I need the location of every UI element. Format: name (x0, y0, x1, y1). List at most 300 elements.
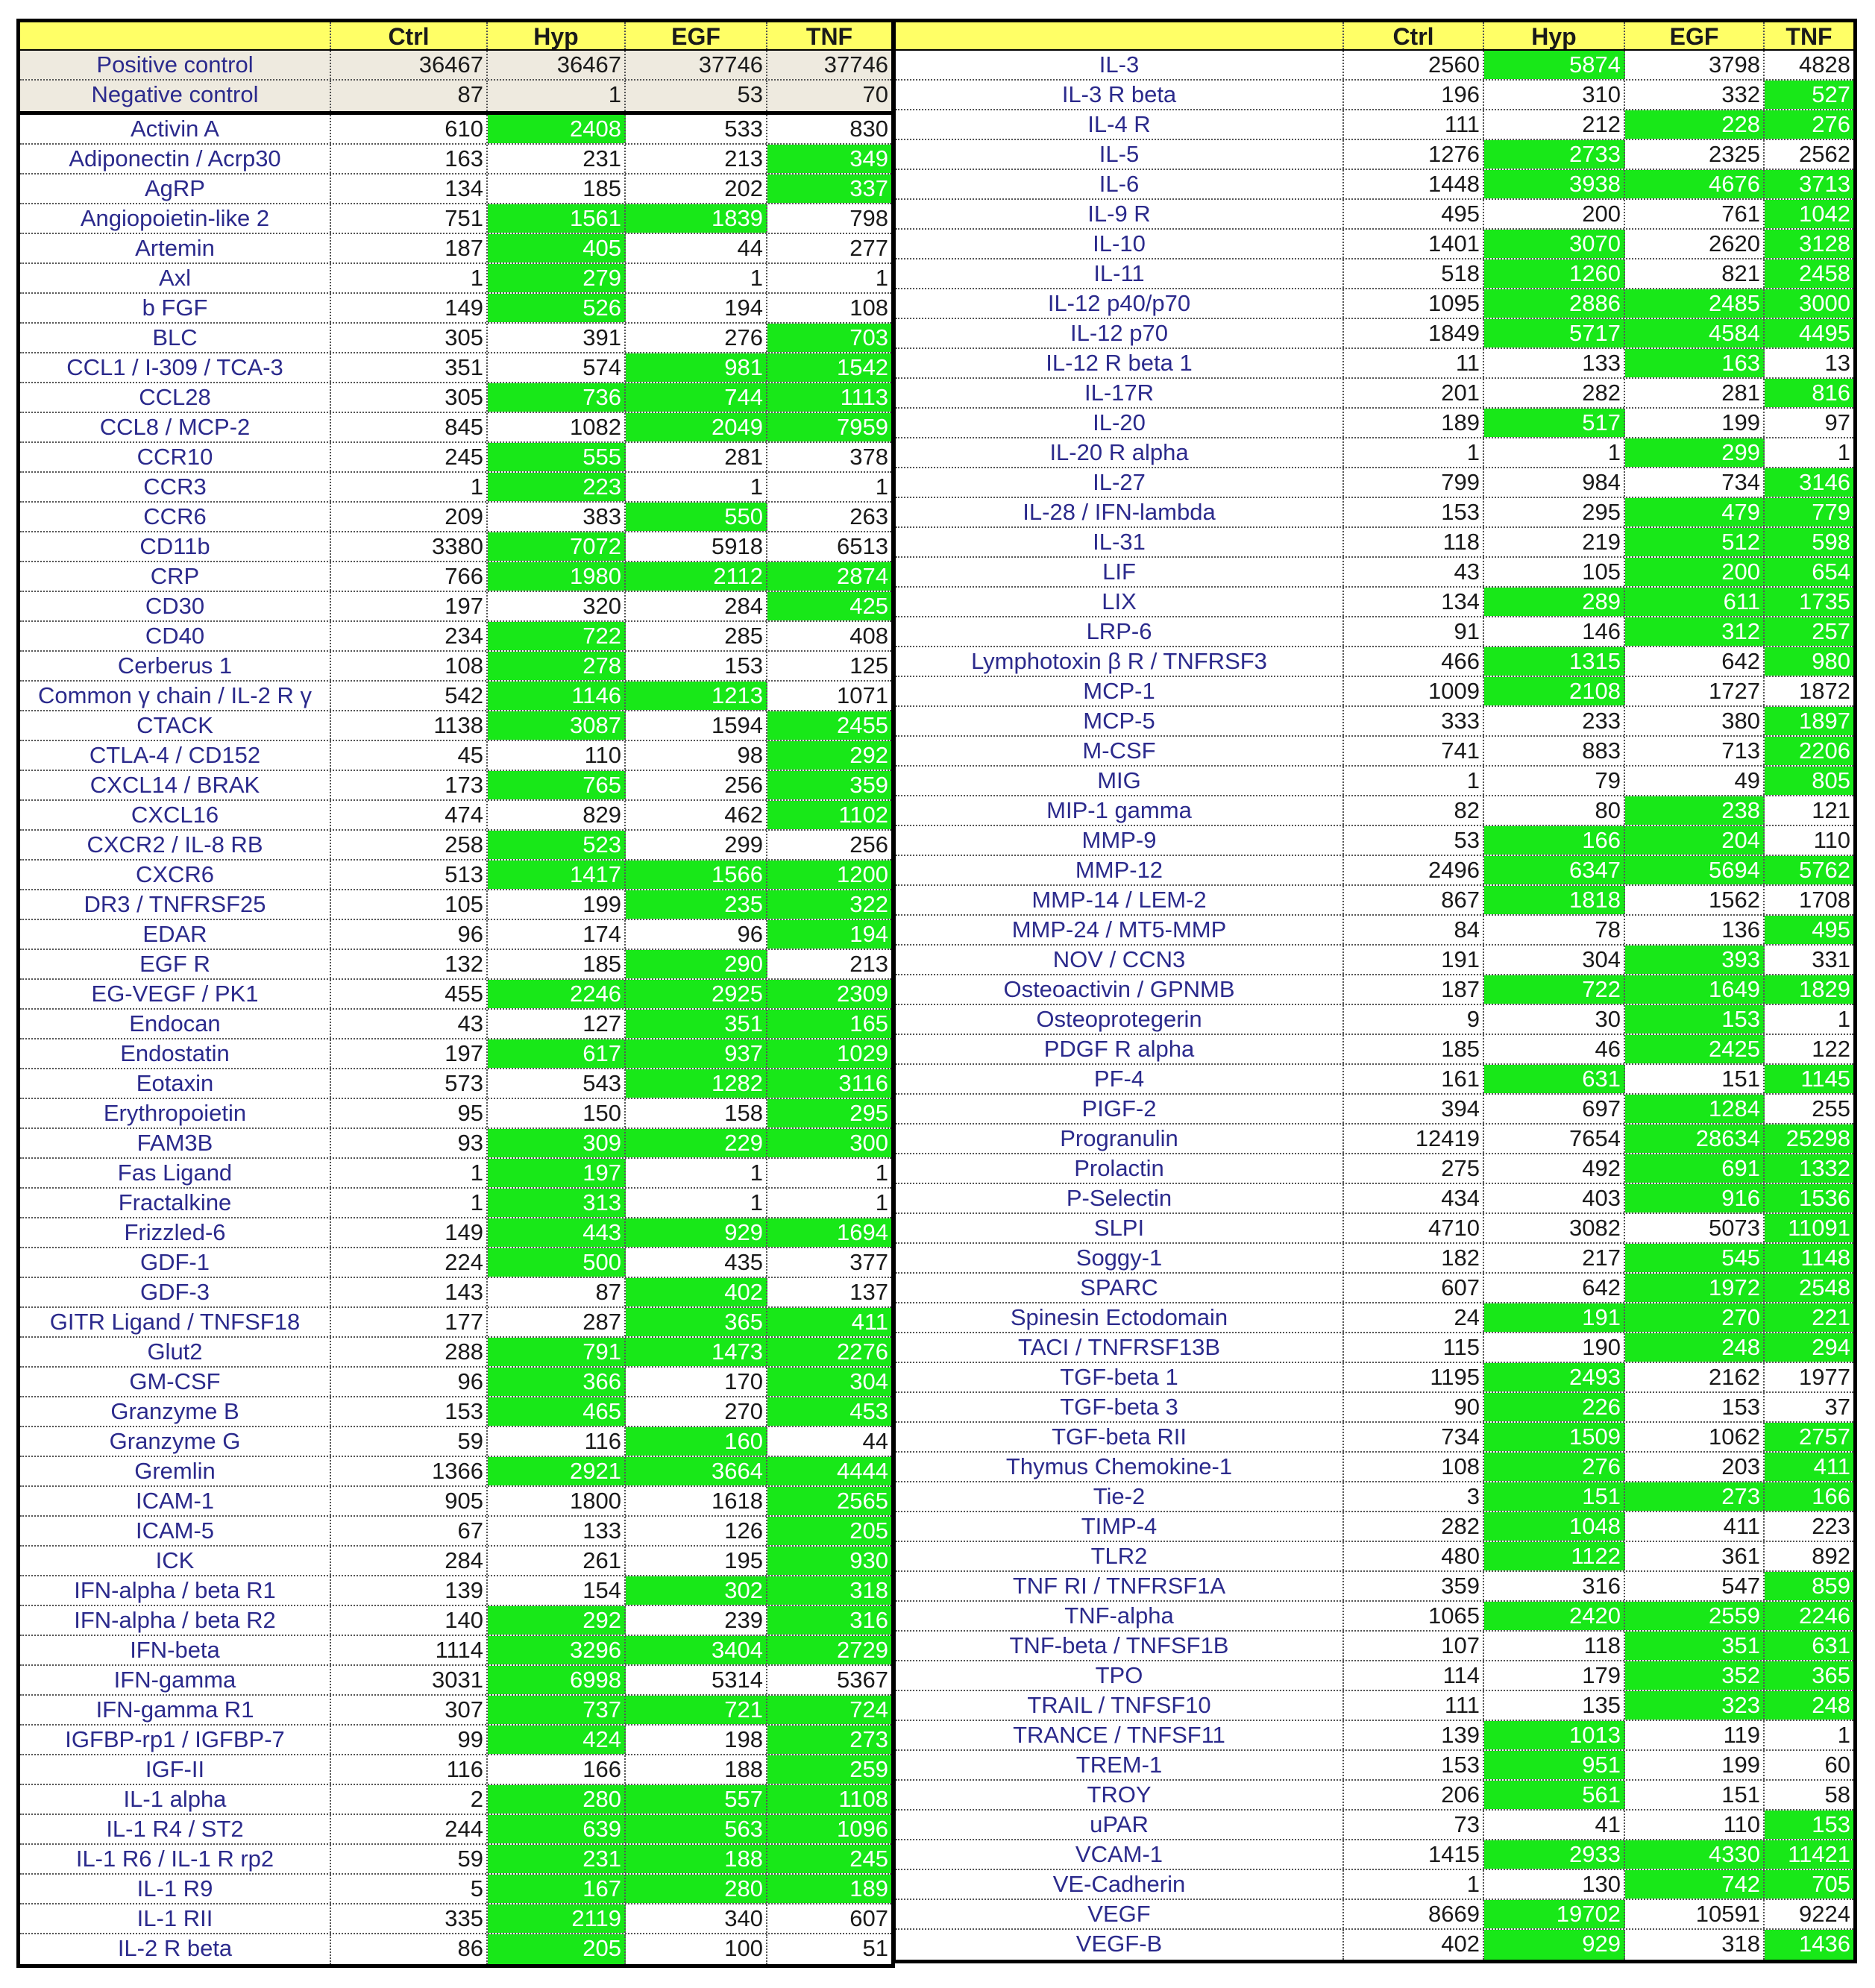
value-cell-egf: 151 (1625, 1065, 1765, 1093)
row-label: IL-5 (896, 140, 1344, 169)
value-cell-tnf-highlighted: 3146 (1765, 468, 1853, 497)
table-row (20, 1606, 891, 1636)
value-cell-hyp: 829 (488, 801, 626, 829)
value-cell-egf-highlighted: 4330 (1625, 1840, 1765, 1869)
table-row (20, 204, 891, 234)
value-cell-tnf: 1 (1837, 1722, 1850, 1748)
table-row (20, 1696, 891, 1726)
value-cell-tnf-highlighted: 273 (767, 1726, 891, 1754)
value-cell-egf-highlighted: 742 (1625, 1870, 1765, 1899)
table-row (20, 950, 891, 980)
value-cell-tnf-highlighted: 257 (1765, 617, 1853, 646)
value-cell-hyp-highlighted: 737 (488, 1696, 626, 1724)
table-row (896, 1632, 1853, 1661)
value-cell-egf-highlighted: 2925 (626, 980, 767, 1008)
table-row (20, 1069, 891, 1099)
value-cell-tnf-highlighted: 1332 (1765, 1154, 1853, 1183)
value-cell-hyp: 110 (488, 741, 626, 770)
value-cell-egf-highlighted: 228 (1625, 110, 1765, 139)
value-cell-egf: 2162 (1625, 1363, 1765, 1391)
row-label: MIP-1 gamma (896, 796, 1344, 825)
value-cell-ctrl: 134 (331, 174, 488, 203)
value-cell-ctrl: 139 (331, 1576, 488, 1605)
value-cell-egf-highlighted: 1649 (1625, 975, 1765, 1004)
value-cell-hyp-highlighted: 2408 (488, 115, 626, 143)
value-cell-hyp-highlighted: 1315 (1484, 647, 1625, 676)
value-cell-tnf-highlighted: 3713 (1765, 170, 1853, 198)
value-cell-hyp-highlighted: 929 (1484, 1930, 1625, 1960)
value-cell-ctrl: 118 (1344, 528, 1484, 556)
value-cell-egf: 332 (1625, 81, 1765, 109)
value-cell-egf-highlighted: 4676 (1625, 170, 1765, 198)
value-cell-tnf-highlighted: 724 (767, 1696, 891, 1724)
value-cell-hyp: 80 (1484, 796, 1625, 825)
value-cell-egf: 110 (1625, 1811, 1765, 1839)
value-cell-tnf-highlighted: 1102 (767, 801, 891, 829)
row-label: DR3 / TNFRSF25 (20, 890, 331, 919)
value-cell-hyp-highlighted: 443 (488, 1218, 626, 1247)
table-row (896, 230, 1853, 259)
table-row (896, 349, 1853, 379)
value-cell-hyp: 310 (1484, 81, 1625, 109)
row-label: IFN-beta (20, 1636, 331, 1664)
value-cell-egf: 462 (626, 801, 767, 829)
table-row (20, 1547, 891, 1576)
table-row (896, 1512, 1853, 1542)
value-cell-hyp: 166 (488, 1755, 626, 1784)
value-cell-egf-highlighted: 479 (1625, 498, 1765, 526)
table-row (896, 1900, 1853, 1930)
value-cell-ctrl: 799 (1344, 468, 1484, 497)
row-label: MMP-24 / MT5-MMP (896, 916, 1344, 944)
table-row (896, 1751, 1853, 1781)
value-cell-ctrl: 8669 (1344, 1900, 1484, 1928)
value-cell-ctrl: 43 (1344, 558, 1484, 586)
row-label: Thymus Chemokine-1 (896, 1453, 1344, 1481)
value-cell-hyp-highlighted: 292 (488, 1606, 626, 1635)
value-cell-egf: 195 (626, 1547, 767, 1575)
table-row (896, 1542, 1853, 1572)
table-row (20, 174, 891, 204)
table-row (896, 1124, 1853, 1154)
value-cell-egf: 198 (626, 1726, 767, 1754)
row-label: CD40 (20, 622, 331, 650)
value-cell-tnf: 1 (875, 1189, 888, 1215)
table-row (20, 920, 891, 950)
value-cell-tnf-highlighted: 1694 (767, 1218, 891, 1247)
table-row (20, 682, 891, 711)
value-cell-ctrl: 105 (331, 890, 488, 919)
value-cell-tnf-highlighted: 221 (1765, 1303, 1853, 1332)
row-label: GM-CSF (20, 1368, 331, 1396)
value-cell-ctrl: 67 (331, 1517, 488, 1545)
value-cell-hyp: 200 (1484, 200, 1625, 228)
value-cell-tnf: 1977 (1799, 1364, 1850, 1390)
value-cell-tnf: 60 (1824, 1752, 1850, 1778)
value-cell-egf: 284 (626, 592, 767, 620)
table-row (896, 289, 1853, 319)
value-cell-ctrl: 1448 (1344, 170, 1484, 198)
value-cell-ctrl: 542 (331, 682, 488, 710)
value-cell-hyp-highlighted: 1260 (1484, 259, 1625, 288)
value-cell-egf-highlighted: 721 (626, 1696, 767, 1724)
table-row (896, 1602, 1853, 1632)
header-blank (20, 22, 331, 49)
row-label: TLR2 (896, 1542, 1344, 1570)
value-cell-egf: 170 (626, 1368, 767, 1396)
value-cell-egf: 734 (1625, 468, 1765, 497)
table-row (20, 1129, 891, 1159)
value-cell-ctrl: 197 (331, 1039, 488, 1068)
value-cell-tnf-highlighted: 189 (767, 1875, 891, 1903)
value-cell-ctrl: 107 (1344, 1632, 1484, 1660)
value-cell-ctrl: 305 (331, 383, 488, 412)
value-cell-ctrl: 245 (331, 443, 488, 471)
value-cell-egf: 285 (626, 622, 767, 650)
value-cell-tnf: 37 (1824, 1394, 1850, 1420)
table-row (20, 324, 891, 353)
value-cell-hyp: 79 (1484, 767, 1625, 795)
row-label: Activin A (20, 115, 331, 143)
value-cell-ctrl: 2560 (1344, 51, 1484, 79)
value-cell-ctrl: 191 (1344, 946, 1484, 974)
table-row (20, 1875, 891, 1904)
row-label: Negative control (20, 81, 331, 111)
value-cell-ctrl: 905 (331, 1487, 488, 1515)
row-label: SLPI (896, 1214, 1344, 1242)
value-cell-egf-highlighted: 351 (1625, 1632, 1765, 1660)
value-cell-hyp-highlighted: 631 (1484, 1065, 1625, 1093)
value-cell-ctrl: 108 (331, 652, 488, 680)
value-cell-tnf-highlighted: 1096 (767, 1815, 891, 1843)
value-cell-tnf: 1 (875, 265, 888, 291)
row-label: TROY (896, 1781, 1344, 1809)
value-cell-ctrl: 275 (1344, 1154, 1484, 1183)
value-cell-ctrl: 95 (331, 1099, 488, 1127)
value-cell-egf-highlighted: 2425 (1625, 1035, 1765, 1063)
table-row (20, 1785, 891, 1815)
table-row (896, 1930, 1853, 1960)
value-cell-hyp: 295 (1484, 498, 1625, 526)
table-row (896, 140, 1853, 170)
value-cell-hyp-highlighted: 1013 (1484, 1721, 1625, 1749)
table-row (896, 677, 1853, 707)
row-label: TREM-1 (896, 1751, 1344, 1779)
row-label: Glut2 (20, 1338, 331, 1366)
value-cell-egf: 2325 (1625, 140, 1765, 169)
value-cell-ctrl: 4710 (1344, 1214, 1484, 1242)
value-cell-ctrl: 132 (331, 950, 488, 978)
value-cell-tnf-highlighted: 11091 (1765, 1214, 1853, 1242)
table-row (20, 1248, 891, 1278)
value-cell-egf: 153 (626, 652, 767, 680)
value-cell-ctrl: 3031 (331, 1666, 488, 1694)
row-label: M-CSF (896, 737, 1344, 765)
value-cell-egf: 713 (1625, 737, 1765, 765)
row-label: P-Selectin (896, 1184, 1344, 1212)
row-label: ICAM-5 (20, 1517, 331, 1545)
row-label: MMP-9 (896, 826, 1344, 855)
value-cell-ctrl: 351 (331, 353, 488, 382)
value-cell-ctrl: 333 (1344, 707, 1484, 735)
row-label: LRP-6 (896, 617, 1344, 646)
value-cell-hyp: 87 (488, 1278, 626, 1306)
table-row (896, 1781, 1853, 1811)
table-row (20, 771, 891, 801)
row-label: IFN-alpha / beta R1 (20, 1576, 331, 1605)
value-cell-ctrl: 1138 (331, 711, 488, 740)
value-cell-egf: 340 (626, 1904, 767, 1933)
value-cell-egf-highlighted: 323 (1625, 1691, 1765, 1720)
table-row (896, 916, 1853, 946)
value-cell-egf: 119 (1625, 1721, 1765, 1749)
value-cell-ctrl: 36467 (331, 51, 488, 79)
value-cell-egf-highlighted: 2049 (626, 413, 767, 441)
value-cell-hyp-highlighted: 951 (1484, 1751, 1625, 1779)
value-cell-tnf-highlighted: 1108 (767, 1785, 891, 1814)
value-cell-ctrl: 53 (1344, 826, 1484, 855)
value-cell-egf: 411 (1625, 1512, 1765, 1541)
value-cell-ctrl: 845 (331, 413, 488, 441)
value-cell-tnf-highlighted: 337 (767, 174, 891, 203)
value-cell-egf-highlighted: 2559 (1625, 1602, 1765, 1630)
value-cell-egf: 96 (626, 920, 767, 949)
row-label: TACI / TNFRSF13B (896, 1333, 1344, 1362)
value-cell-tnf: 137 (849, 1279, 888, 1305)
value-cell-tnf-highlighted: 359 (767, 771, 891, 799)
value-cell-egf-highlighted: 160 (626, 1427, 767, 1456)
row-label: Positive control (20, 51, 331, 79)
value-cell-hyp-highlighted: 555 (488, 443, 626, 471)
value-cell-tnf-highlighted: 194 (767, 920, 891, 949)
value-cell-ctrl: 741 (1344, 737, 1484, 765)
header-blank (896, 22, 1344, 49)
value-cell-egf-highlighted: 229 (626, 1129, 767, 1157)
value-cell-ctrl: 1 (1344, 438, 1484, 467)
value-cell-egf-highlighted: 200 (1625, 558, 1765, 586)
value-cell-tnf: 122 (1812, 1036, 1850, 1062)
value-cell-ctrl: 196 (1344, 81, 1484, 109)
value-cell-tnf-highlighted: 495 (1765, 916, 1853, 944)
value-cell-ctrl: 73 (1344, 1811, 1484, 1839)
value-cell-ctrl: 867 (1344, 886, 1484, 914)
value-cell-tnf: 1 (875, 474, 888, 500)
column-header-hyp: Hyp (488, 22, 626, 49)
row-label: BLC (20, 324, 331, 352)
value-cell-egf: 281 (626, 443, 767, 471)
value-cell-tnf: 256 (849, 831, 888, 858)
value-cell-ctrl: 305 (331, 324, 488, 352)
value-cell-tnf-highlighted: 453 (767, 1397, 891, 1426)
value-cell-egf-highlighted: 937 (626, 1039, 767, 1068)
value-cell-ctrl: 111 (1344, 1691, 1484, 1720)
table-row (896, 1065, 1853, 1095)
table-row (896, 767, 1853, 796)
row-label: CXCL14 / BRAK (20, 771, 331, 799)
value-cell-ctrl: 766 (331, 562, 488, 591)
value-cell-tnf-highlighted: 7959 (767, 413, 891, 441)
value-cell-egf-highlighted: 3404 (626, 1636, 767, 1664)
value-cell-hyp: 642 (1484, 1274, 1625, 1302)
value-cell-hyp: 7654 (1484, 1124, 1625, 1153)
row-label: CD30 (20, 592, 331, 620)
value-cell-egf: 1562 (1625, 886, 1765, 914)
value-cell-egf: 5314 (626, 1666, 767, 1694)
value-cell-hyp-highlighted: 3070 (1484, 230, 1625, 258)
value-cell-hyp: 316 (1484, 1572, 1625, 1600)
table-row (20, 473, 891, 503)
row-label: IL-28 / IFN-lambda (896, 498, 1344, 526)
table-row (20, 234, 891, 264)
table-row (20, 532, 891, 562)
header-row (20, 22, 891, 51)
value-cell-hyp: 883 (1484, 737, 1625, 765)
value-cell-egf: 53 (626, 81, 767, 111)
value-cell-ctrl: 115 (1344, 1333, 1484, 1362)
column-header-hyp: Hyp (1484, 22, 1625, 49)
value-cell-ctrl: 206 (1344, 1781, 1484, 1809)
table-row (20, 264, 891, 294)
value-cell-egf-highlighted: 929 (626, 1218, 767, 1247)
value-cell-ctrl: 513 (331, 861, 488, 889)
table-row (896, 707, 1853, 737)
row-label: TPO (896, 1661, 1344, 1690)
row-label: TGF-beta RII (896, 1423, 1344, 1451)
value-cell-ctrl: 1401 (1344, 230, 1484, 258)
value-cell-egf-highlighted: 235 (626, 890, 767, 919)
value-cell-egf: 100 (626, 1934, 767, 1964)
value-cell-hyp-highlighted: 5717 (1484, 319, 1625, 347)
table-row (896, 558, 1853, 588)
value-cell-egf-highlighted: 4584 (1625, 319, 1765, 347)
row-label: IL-27 (896, 468, 1344, 497)
row-label: IGF-II (20, 1755, 331, 1784)
row-label: IL-2 R beta (20, 1934, 331, 1964)
row-label: GITR Ligand / TNFSF18 (20, 1308, 331, 1336)
table-row (896, 468, 1853, 498)
value-cell-ctrl: 434 (1344, 1184, 1484, 1212)
value-cell-egf: 299 (626, 831, 767, 859)
value-cell-hyp: 185 (488, 950, 626, 978)
value-cell-tnf-highlighted: 425 (767, 592, 891, 620)
value-cell-ctrl: 480 (1344, 1542, 1484, 1570)
table-row (896, 1035, 1853, 1065)
table-row (896, 826, 1853, 856)
row-label: TGF-beta 3 (896, 1393, 1344, 1421)
value-cell-egf: 44 (626, 234, 767, 262)
value-cell-hyp: 150 (488, 1099, 626, 1127)
value-cell-hyp: 118 (1484, 1632, 1625, 1660)
value-cell-ctrl: 87 (331, 81, 488, 111)
value-cell-hyp-highlighted: 1561 (488, 204, 626, 233)
row-label: TIMP-4 (896, 1512, 1344, 1541)
value-cell-ctrl: 82 (1344, 796, 1484, 825)
value-cell-tnf: 892 (1812, 1543, 1850, 1569)
value-cell-ctrl: 1 (331, 1159, 488, 1187)
value-cell-hyp-highlighted: 6347 (1484, 856, 1625, 884)
value-cell-ctrl: 173 (331, 771, 488, 799)
value-cell-hyp: 3082 (1484, 1214, 1625, 1242)
value-cell-egf: 1 (626, 1159, 767, 1187)
value-cell-tnf: 125 (849, 652, 888, 679)
value-cell-hyp-highlighted: 226 (1484, 1393, 1625, 1421)
value-cell-ctrl: 474 (331, 801, 488, 829)
value-cell-hyp-highlighted: 167 (488, 1875, 626, 1903)
value-cell-hyp-highlighted: 1048 (1484, 1512, 1625, 1541)
table-row (20, 1934, 891, 1964)
value-cell-ctrl: 1009 (1344, 677, 1484, 705)
table-row (20, 1815, 891, 1845)
value-cell-tnf: 58 (1824, 1781, 1850, 1808)
table-row (896, 856, 1853, 886)
value-cell-egf: 1594 (626, 711, 767, 740)
value-cell-egf: 188 (626, 1755, 767, 1784)
value-cell-ctrl: 201 (1344, 379, 1484, 407)
row-label: Osteoactivin / GPNMB (896, 975, 1344, 1004)
value-cell-tnf: 4828 (1799, 51, 1850, 78)
value-cell-tnf: 5367 (837, 1667, 888, 1693)
value-cell-hyp: 30 (1484, 1005, 1625, 1034)
value-cell-egf-highlighted: 981 (626, 353, 767, 382)
table-row (896, 81, 1853, 110)
value-cell-hyp-highlighted: 2420 (1484, 1602, 1625, 1630)
table-row (896, 617, 1853, 647)
value-cell-tnf-highlighted: 2206 (1765, 737, 1853, 765)
value-cell-ctrl: 359 (1344, 1572, 1484, 1600)
value-cell-hyp-highlighted: 3087 (488, 711, 626, 740)
value-cell-egf: 3798 (1625, 51, 1765, 79)
value-cell-tnf-highlighted: 3128 (1765, 230, 1853, 258)
column-header-ctrl: Ctrl (1344, 22, 1484, 49)
value-cell-egf: 276 (626, 324, 767, 352)
value-cell-egf: 136 (1625, 916, 1765, 944)
table-row (20, 443, 891, 473)
value-cell-tnf: 213 (849, 951, 888, 977)
value-cell-ctrl: 187 (1344, 975, 1484, 1004)
value-cell-egf: 239 (626, 1606, 767, 1635)
value-cell-egf-highlighted: 1284 (1625, 1095, 1765, 1123)
value-cell-hyp-highlighted: 223 (488, 473, 626, 501)
value-cell-egf: 202 (626, 174, 767, 203)
value-cell-ctrl: 1366 (331, 1457, 488, 1485)
value-cell-egf-highlighted: 1566 (626, 861, 767, 889)
value-cell-tnf: 1 (1837, 1006, 1850, 1032)
value-cell-egf: 213 (626, 145, 767, 173)
value-cell-ctrl: 1114 (331, 1636, 488, 1664)
table-row (20, 1159, 891, 1189)
value-cell-ctrl: 108 (1344, 1453, 1484, 1481)
row-label: CCR10 (20, 443, 331, 471)
value-cell-egf-highlighted: 273 (1625, 1482, 1765, 1511)
table-row (20, 622, 891, 652)
value-cell-tnf: 70 (862, 81, 888, 107)
row-label: IL-3 R beta (896, 81, 1344, 109)
value-cell-ctrl: 139 (1344, 1721, 1484, 1749)
row-label: Frizzled-6 (20, 1218, 331, 1247)
table-row (896, 1453, 1853, 1482)
table-row (20, 1218, 891, 1248)
value-cell-egf: 1 (626, 473, 767, 501)
value-cell-hyp-highlighted: 2921 (488, 1457, 626, 1485)
control-row (20, 81, 891, 115)
row-label: IL-20 (896, 409, 1344, 437)
value-cell-egf-highlighted: 2485 (1625, 289, 1765, 318)
value-cell-tnf-highlighted: 300 (767, 1129, 891, 1157)
value-cell-ctrl: 3 (1344, 1482, 1484, 1511)
value-cell-hyp-highlighted: 736 (488, 383, 626, 412)
value-cell-egf: 380 (1625, 707, 1765, 735)
value-cell-tnf-highlighted: 4444 (767, 1457, 891, 1485)
